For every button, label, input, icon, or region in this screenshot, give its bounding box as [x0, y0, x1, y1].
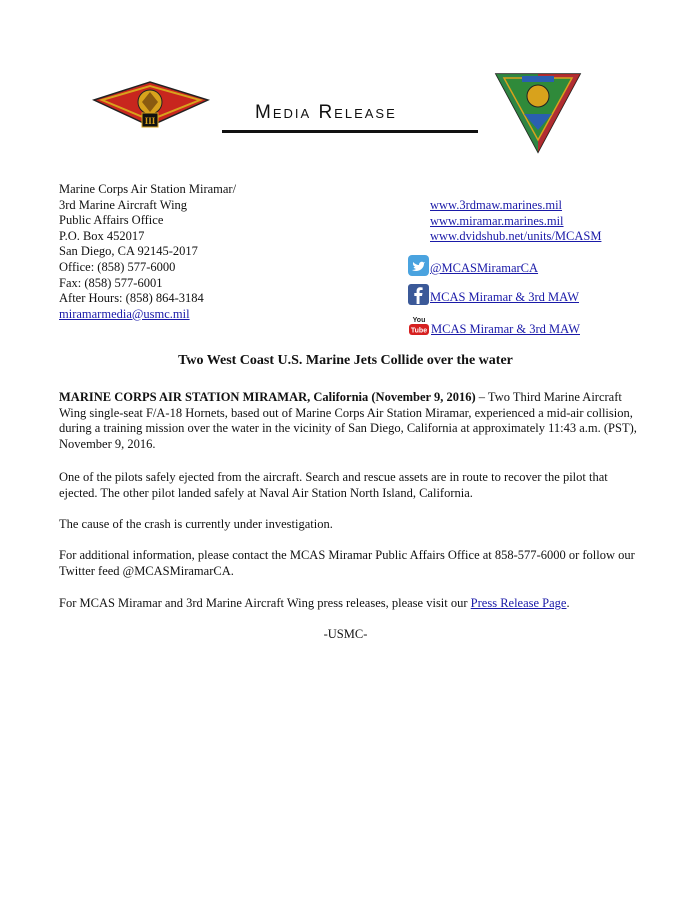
paragraph-5-end: .	[566, 596, 570, 610]
press-release-link[interactable]: Press Release Page	[470, 596, 567, 610]
3rd-maw-insignia	[92, 80, 210, 139]
title-divider	[222, 130, 478, 133]
facebook-link[interactable]: MCAS Miramar & 3rd MAW	[430, 290, 579, 304]
contact-line: Marine Corps Air Station Miramar/	[59, 182, 237, 196]
facebook-icon	[408, 284, 429, 305]
link-3rdmaw[interactable]: www.3rdmaw.marines.mil	[430, 198, 563, 212]
paragraph-2: One of the pilots safely ejected from the aircraft. Search and rescue assets are in route to recover the pilot that ejected. The other pilot landed safely at Naval Air Station North Island, California.	[59, 470, 608, 500]
youtube-icon-text: You	[412, 317, 426, 324]
contact-line: 3rd Marine Aircraft Wing	[59, 197, 188, 212]
contact-line: San Diego, CA 92145-2017	[59, 244, 198, 259]
link-dvidshub[interactable]: www.dvidshub.net/units/MCASM	[430, 229, 602, 244]
insignia-badge-text: III	[144, 116, 156, 126]
youtube-icon-text2: Tube	[410, 327, 428, 335]
contact-line: Public Affairs Office	[59, 213, 164, 228]
contact-line: After Hours: (858) 864-3184	[59, 291, 204, 306]
contact-line: Office: (858) 577-6000	[59, 259, 176, 274]
paragraph-4: For additional information, please contact the MCAS Miramar Public Affairs Office at 858-577-6000 or follow our Twitter feed @MCASMiramarCA.	[59, 548, 635, 578]
contact-line: Fax: (858) 577-6001	[59, 275, 163, 290]
mcas-miramar-insignia	[494, 70, 582, 159]
link-miramar[interactable]: www.miramar.marines.mil	[430, 213, 564, 228]
twitter-link[interactable]: @MCASMiramarCA	[430, 261, 539, 275]
youtube-link[interactable]: MCAS Miramar & 3rd MAW	[431, 322, 580, 336]
youtube-row[interactable]	[408, 315, 580, 337]
twitter-icon	[408, 255, 429, 276]
paragraph-1	[59, 390, 639, 452]
paragraph-5-text: For MCAS Miramar and 3rd Marine Aircraft Wing press releases, please visit our	[59, 596, 471, 610]
headline: Two West Coast U.S. Marine Jets Collide over the water	[178, 353, 513, 368]
email-link[interactable]: miramarmedia@usmc.mil	[59, 306, 190, 321]
facebook-row[interactable]	[408, 284, 579, 305]
web-links	[430, 198, 601, 245]
youtube-icon	[408, 315, 430, 337]
twitter-row[interactable]	[408, 255, 538, 276]
dateline: MARINE CORPS AIR STATION MIRAMAR, California (November 9, 2016)	[59, 390, 476, 404]
paragraph-5	[59, 596, 639, 612]
page-title: Media Release	[255, 102, 397, 123]
signoff: -USMC-	[323, 627, 368, 641]
paragraph-1-text: – Two Third Marine Aircraft Wing single-seat F/A-18 Hornets, based out of Marine Corps Air Station Miramar, experienced a mid-air collision, during a training mission over the water in the vicinity of San Diego, California at approximately 11:43 a.m. (PST), November 9, 2016.	[59, 390, 637, 451]
contact-block	[59, 182, 236, 322]
contact-line: P.O. Box 452017	[59, 228, 145, 243]
paragraph-3: The cause of the crash is currently under investigation.	[59, 517, 333, 531]
